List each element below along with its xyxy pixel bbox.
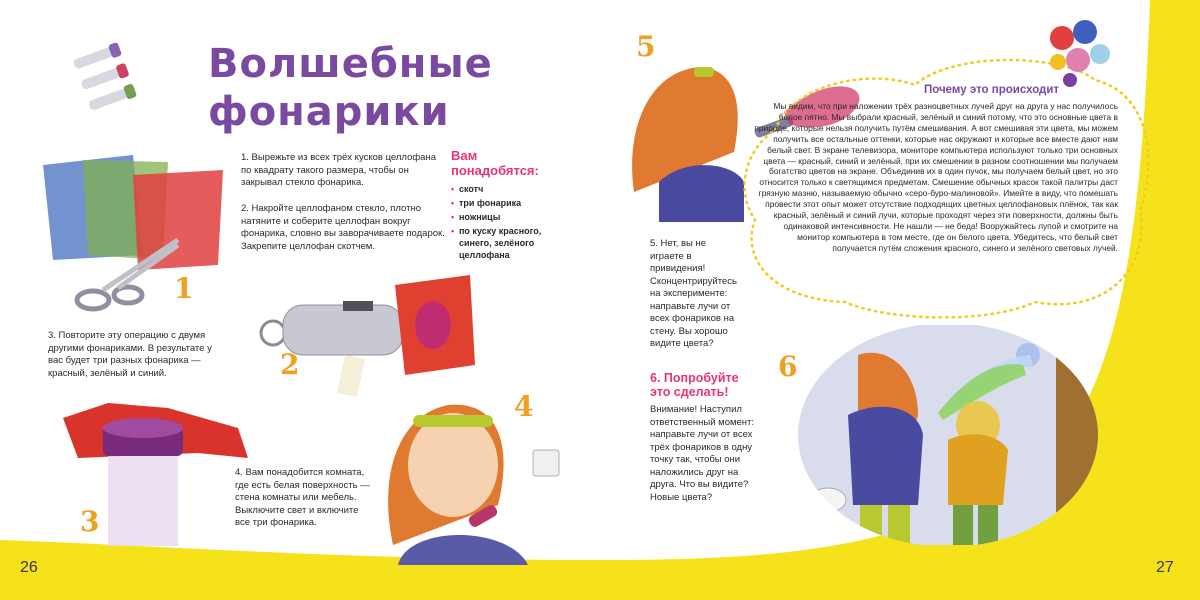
illustration-number-6: 6 (778, 350, 798, 383)
three-flashlights-illustration (62, 40, 162, 120)
step-2-text: 2. Накройте целлофаном стекло, плотно натяните и соберите целлофан вокруг фонарика, словно вы заворачиваете подарок. Закрепите целлофан скотчем. (241, 203, 445, 252)
step-6-text: Внимание! Наступил ответственный момент: направьте лучи от всех трёх фонариков в одну точку так, чтобы они наложились друг на друга. Что вы видите? Новые цвета? (650, 404, 755, 503)
children-mixing-beams-illustration (798, 325, 1098, 545)
illustration-number-3: 3 (80, 505, 100, 538)
materials-item: • ножницы (451, 211, 551, 223)
title-line-2: фонарики (208, 89, 450, 135)
materials-item: • скотч (451, 183, 551, 195)
materials-list (451, 183, 551, 263)
step-3-text: 3. Повторите эту операцию с двумя другими фонариками. В результате у вас будет три разных фонарика — красный, зелёный и синий. (48, 330, 212, 379)
color-blobs-decoration (1040, 18, 1120, 88)
explanation-text: Мы видим, что при наложении трёх разноцветных лучей друг на друга у нас получилось белое пятно. Мы выбрали красный, зелёный и синий потому, что это основные цвета в природе, которые нельзя получить путём смешивания. А вот смешивая эти цвета, мы можем получить все остальные оттенки, которые нас окружают и которые все вместе дают нам белый свет. В экране телевизора, мониторе компьютера используют только три основных цвета — красный, синий и зелёный, при их смешении в разном соотношении мы получаем богатство цветов на экране. Объединив их в один пучок, мы получаем белый цвет, но это относится только к светящимся предметам. Смешение обычных красок такой палитры даст грязную мазню, называемую обычно «серо-буро-малиновой». Имейте в виду, что помешать провести этот опыт может отсутствие подходящих цветных целлофановых плёнок, так как красный, зелёный и синий лучи, которые проходят через эти поверхности, должны быть одинаковой интенсивности. Не нашли — не беда! Вооружайтесь лупой и смотрите на монитор компьютера в том месте, где он белого цвета. Убедитесь, что белый свет получается путём сложения красного, синего и зелёного световых лучей. (754, 101, 1118, 253)
girl-at-light-switch-illustration (378, 395, 578, 565)
materials-item: • три фонарика (451, 197, 551, 209)
page-number-right: 27 (1156, 559, 1174, 576)
illustration-number-4: 4 (514, 390, 534, 423)
step-6-title: 6. Попробуйте это сделать! (650, 371, 739, 399)
page-title (208, 40, 493, 136)
illustration-number-2: 2 (280, 348, 300, 381)
wrapped-flashlight-illustration (255, 265, 485, 405)
step-4-text: 4. Вам понадобится комната, где есть белая поверхность — стена комнаты или мебель. Выключите свет и включите все три фонарика. (235, 467, 370, 528)
page-number-left: 26 (20, 559, 38, 576)
illustration-number-5: 5 (636, 30, 656, 63)
step-5-text: 5. Нет, вы не играете в привидения! Сконцентрируйтесь на эксперименте: направьте лучи от всех фонариков на стену. Вы хорошо видите цвета? (650, 238, 737, 349)
cellophane-and-scissors-illustration (38, 150, 228, 320)
materials-title: Вам понадобятся: (451, 148, 539, 178)
explanation-title: Почему это происходит (924, 84, 1060, 96)
materials-item: • по куску красного, синего, зелёного целлофана (451, 225, 551, 261)
title-line-1: Волшебные (208, 41, 493, 87)
illustration-number-1: 1 (174, 272, 194, 305)
step-1-text: 1. Вырежьте из всех трёх кусков целлофана по квадрату такого размера, чтобы он закрывал стекло фонарика. (241, 152, 436, 188)
